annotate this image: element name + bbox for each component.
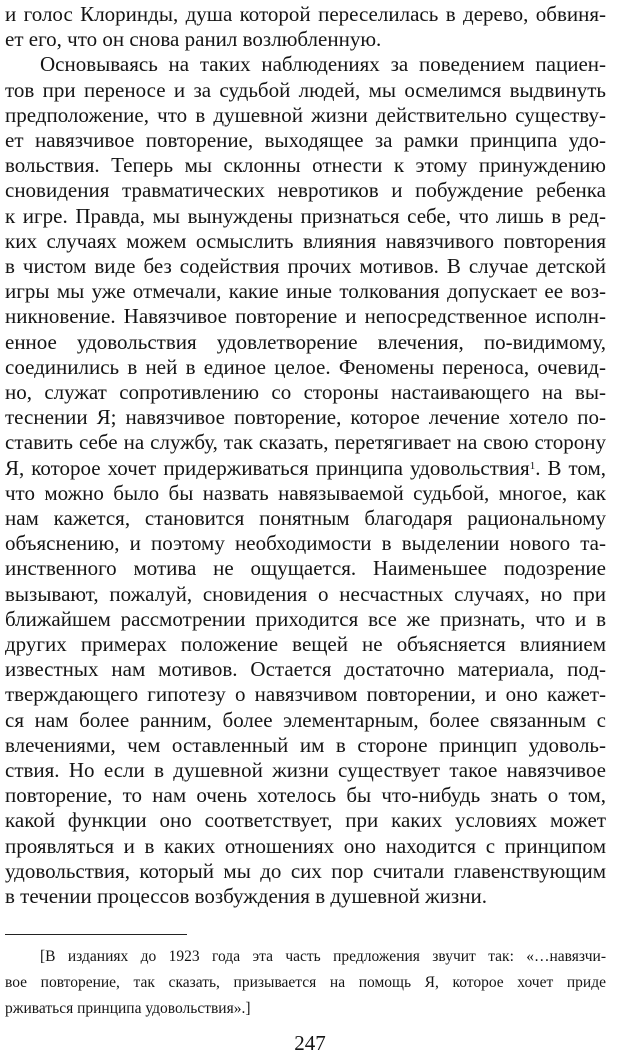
text-line: к игре. Правда, мы вынуждены признаться себе, что лишь в ред-	[5, 203, 606, 228]
text-line: проявляться и в каких отношениях оно находится с принципом	[5, 833, 606, 858]
text-line: в чистом виде без содействия прочих мотивов. В случае детской	[5, 254, 606, 278]
text-line: повторение, то нам очень хотелось бы что-нибудь знать о том,	[5, 783, 606, 808]
text-line: ствия. Но если в душевной жизни существует такое навязчивое	[5, 758, 606, 782]
text-line: инственного мотива не ощущается. Наименьшее подозрение	[5, 556, 606, 581]
text-line: какой функции оно соответствует, при каких условиях может	[5, 808, 606, 833]
text-line: ся нам более ранним, более элементарным, более связанным с	[5, 707, 606, 732]
text-line-with-footnote	[5, 456, 606, 481]
page-number: 247	[294, 1031, 326, 1055]
footnote-line: [В изданиях до 1923 года эта часть предложения звучит так: «…навязчи-	[40, 948, 606, 965]
text-line: объяснению, и поэтому необходимости в выделении нового та-	[5, 531, 606, 556]
text-line: нам кажется, становится понятным благодаря рациональному	[5, 506, 606, 530]
text-line: других примерах положение вещей не объясняется влиянием	[5, 632, 606, 656]
text-line: ставить себе на службу, так сказать, перетягивает на свою сторону	[5, 430, 606, 455]
text-line: сновидения травматических невротиков и побуждение ребенка	[5, 178, 606, 203]
text-line: ких случаях можем осмыслить влияния навязчивого повторения	[5, 228, 606, 253]
text-line: тверждающего гипотезу о навязчивом повторении, и оно кажет-	[5, 682, 606, 707]
text-line: в течении процессов возбуждения в душевной жизни.	[5, 884, 487, 908]
text-line-start: Я, которое хочет придерживаться принципа удовольствия	[5, 455, 530, 480]
text-line: но, служат сопротивлению со стороны настаивающего на вы-	[5, 380, 606, 404]
text-line: тов при переносе и за судьбой людей, мы осмелимся выдвинуть	[5, 77, 606, 102]
text-line: Основываясь на таких наблюдениях за поведением пациен-	[40, 52, 606, 77]
text-line: удовольствия, который мы до сих пор считали главенствующим	[5, 858, 606, 883]
text-line: енное удовольствия удовлетворение влечения, по-видимому,	[5, 329, 606, 354]
text-line: теснении Я; навязчивое повторение, которое лечение хотело по-	[5, 405, 606, 430]
footnote-marker: 1	[529, 459, 536, 472]
text-line: предположение, что в душевной жизни действительно существу-	[5, 102, 606, 127]
text-line: ет навязчивое повторение, выходящее за рамки принципа удо-	[5, 128, 606, 152]
footnote-divider	[5, 934, 187, 935]
footnote-line: вое повторение, так сказать, призывается на помощь Я, которое хочет приде	[5, 974, 606, 991]
text-line: игры мы уже отмечали, какие иные толкования допускает ее воз-	[5, 279, 606, 304]
text-line: вольствия. Теперь мы склонны отнести к этому принуждению	[5, 153, 606, 178]
text-line: известных нам мотивов. Остается достаточно материала, под-	[5, 657, 606, 682]
text-line: влечениями, чем оставленный им в стороне принцип удоволь-	[5, 732, 606, 757]
text-line: никновение. Навязчивое повторение и непосредственное исполн-	[5, 304, 606, 329]
text-line: ближайшем рассмотрении приходится все же признать, что и в	[5, 606, 606, 631]
footnote-line: рживаться принципа удовольствия».]	[5, 1000, 251, 1017]
text-line: и голос Клоринды, душа которой переселилась в дерево, обвиня-	[5, 2, 606, 26]
text-line-end: . В том,	[535, 455, 606, 480]
text-line: ет его, что он снова ранил возлюбленную.	[5, 27, 382, 52]
text-line: вызывают, пожалуй, сновидения о несчастных случаях, но при	[5, 581, 606, 606]
text-line: что можно было бы назвать навязываемой судьбой, многое, как	[5, 480, 606, 505]
text-line: соединились в ней в единое целое. Феномены переноса, очевид-	[5, 354, 606, 379]
